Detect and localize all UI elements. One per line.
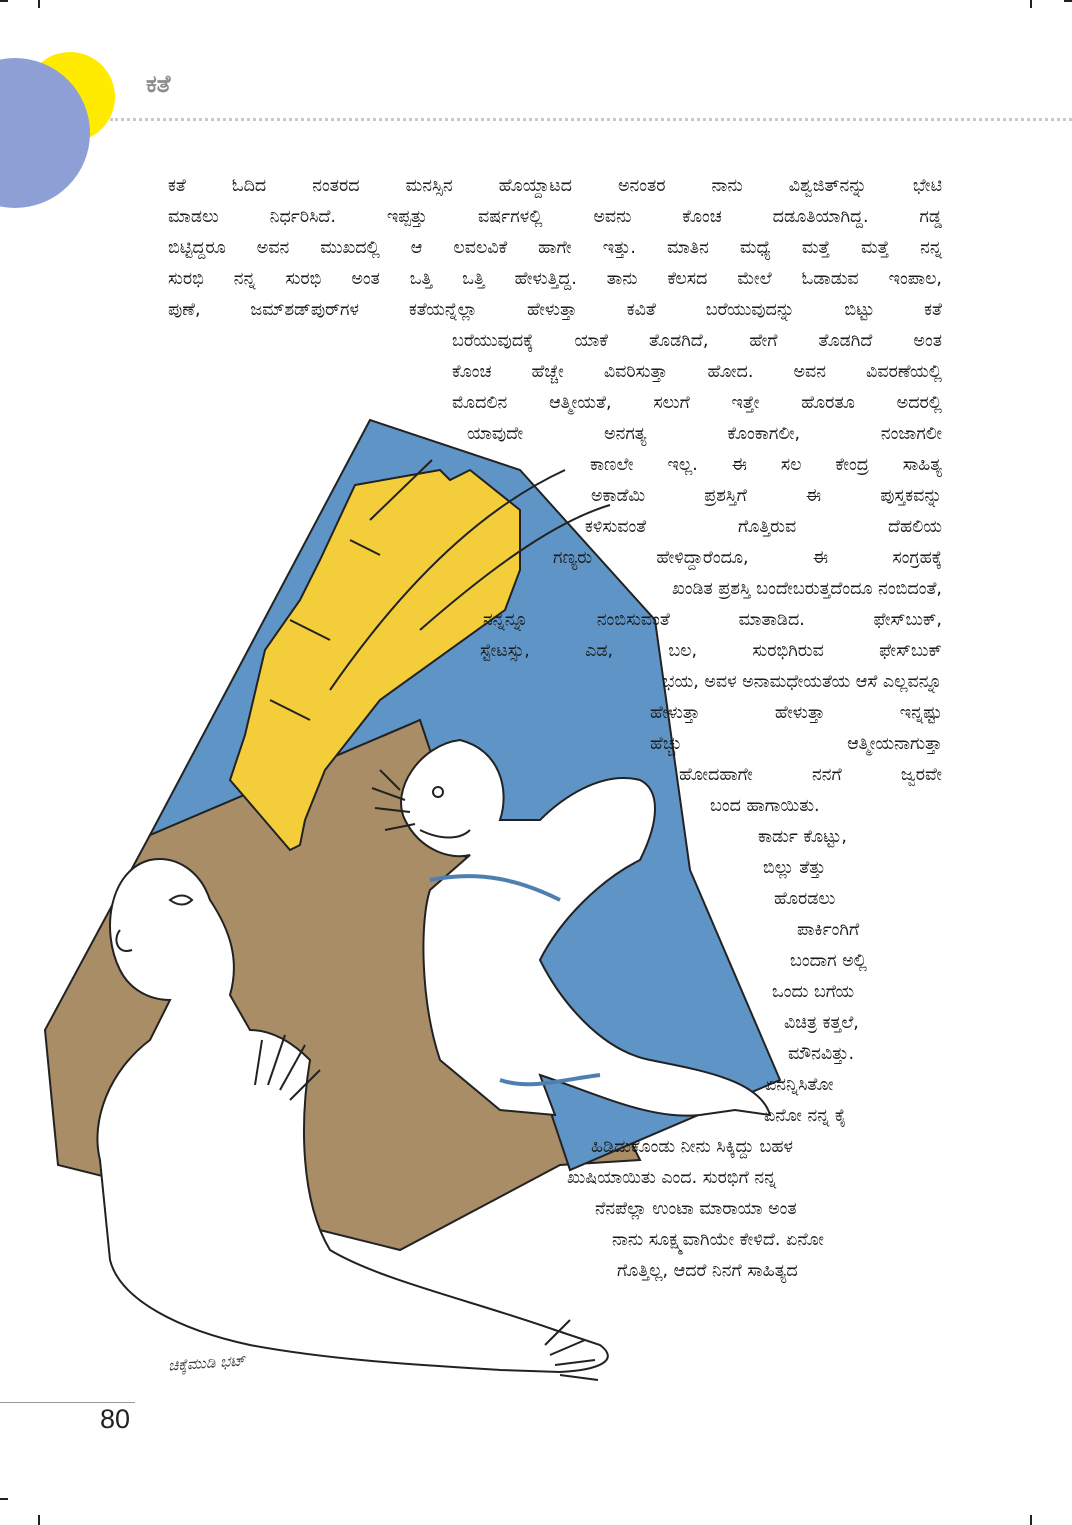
body-line: ಅಕಾಡೆಮಿ ಪ್ರಶಸ್ತಿಗೆ ಈ ಪುಸ್ತಕವನ್ನು (591, 486, 942, 506)
body-line: ಬಂದಾಗ ಅಲ್ಲಿ (790, 951, 867, 971)
body-line: ಕೊಂಚ ಹೆಚ್ಚೇ ವಿವರಿಸುತ್ತಾ ಹೋದ. ಅವನ ವಿವರಣೆಯಲ್ಲಿ (452, 362, 942, 382)
body-line: ಖುಷಿಯಾಯಿತು ಎಂದ. ಸುರಭಿಗೆ ನನ್ನ (567, 1168, 777, 1188)
body-line: ವಿಚಿತ್ರ ಕತ್ತಲೆ, (784, 1013, 859, 1033)
body-line: ಪಾರ್ಕಿಂಗಿಗೆ (797, 920, 860, 940)
body-line: ಗಣ್ಯರು ಹೇಳಿದ್ದಾರೆಂದೂ, ಈ ಸಂಗ್ರಹಕ್ಕೆ (553, 548, 942, 568)
page-number: 80 (100, 1404, 131, 1434)
body-line: ಯಾವುದೇ ಅನಗತ್ಯ ಕೊಂಕಾಗಲೀ, ನಂಜಾಗಲೀ (467, 424, 942, 444)
body-line: ಬಂದ ಹಾಗಾಯಿತು. (710, 796, 820, 816)
body-line: ಸ್ಟೇಟಸ್ಸು, ಎಡ, ಬಲ, ಸುರಭಿಗಿರುವ ಫೇಸ್‌ಬುಕ್ (480, 641, 942, 661)
body-line: ಖಂಡಿತ ಪ್ರಶಸ್ತಿ ಬಂದೇಬರುತ್ತದೆಂದೂ ನಂಬಿದಂತೆ, (672, 579, 942, 599)
body-line: ಕಾರ್ಡು ಕೊಟ್ಟು, (758, 827, 847, 847)
body-line: ಬರೆಯುವುದಕ್ಕೆ ಯಾಕೆ ತೊಡಗಿದೆ, ಹೇಗೆ ತೊಡಗಿದೆ ಅಂತ (452, 331, 942, 351)
body-line: ನೆನಪೆಲ್ಲಾ ಉಂಟಾ ಮಾರಾಯಾ ಅಂತ (595, 1199, 797, 1219)
body-line: ಮೌನವಿತ್ತು. (788, 1044, 855, 1064)
body-line: ಬಿಟ್ಟಿದ್ದರೂ ಅವನ ಮುಖದಲ್ಲಿ ಆ ಲವಲವಿಕೆ ಹಾಗೇ ಇತ್ತು. ಮಾತಿನ ಮಧ್ಯೆ ಮತ್ತೆ ಮತ್ತೆ ನನ್ನ (168, 238, 942, 258)
body-line: ಸುರಭಿ ನನ್ನ ಸುರಭಿ ಅಂತ ಒತ್ತಿ ಒತ್ತಿ ಹೇಳುತ್ತಿದ್ದ. ತಾನು ಕೆಲಸದ ಮೇಲೆ ಓಡಾಡುವ ಇಂಪಾಲ, (168, 269, 942, 289)
body-line: ಕತೆ ಓದಿದ ನಂತರದ ಮನಸ್ಸಿನ ಹೊಯ್ದಾಟದ ಅನಂತರ ನಾನು ವಿಶ್ವಜಿತ್‌ನನ್ನು ಭೇಟಿ (168, 176, 942, 196)
page-number-rule (0, 1402, 135, 1403)
body-line: ಹೇಳುತ್ತಾ ಹೇಳುತ್ತಾ ಇನ್ನಷ್ಟು (650, 703, 942, 723)
body-line: ಹಿಡಿದುಕೊಂಡು ನೀನು ಸಿಕ್ಕಿದ್ದು ಬಹಳ (591, 1137, 793, 1157)
artist-signature: ಚಿಕ್ಕೆಮುಡಿ ಭಟ್ (167, 1351, 246, 1375)
body-line: ಗೊತ್ತಿಲ್ಲ, ಆದರೆ ನಿನಗೆ ಸಾಹಿತ್ಯದ (617, 1261, 798, 1281)
body-line: ಹೆಚ್ಚು ಆತ್ಮೀಯನಾಗುತ್ತಾ (650, 734, 942, 754)
body-line: ಕಾಣಲೇ ಇಲ್ಲ. ಈ ಸಲ ಕೇಂದ್ರ ಸಾಹಿತ್ಯ (590, 455, 942, 475)
body-line: ಹೊರಡಲು (774, 889, 836, 909)
body-line: ಒಂದು ಬಗೆಯ (772, 982, 855, 1002)
body-line: ಹೋದಹಾಗೇ ನನಗೆ ಜ್ವರವೇ (679, 765, 942, 785)
body-line: ಬಿಲ್ಲು ತೆತ್ತು (763, 858, 826, 878)
body-line: ಮಾಡಲು ನಿರ್ಧರಿಸಿದೆ. ಇಪ್ಪತ್ತು ವರ್ಷಗಳಲ್ಲಿ ಅವನು ಕೊಂಚ ದಡೂತಿಯಾಗಿದ್ದ. ಗಡ್ಡ (168, 207, 942, 227)
body-line: ಏನನ್ನಿಸಿತೋ (765, 1075, 834, 1095)
body-line: ಕಳಿಸುವಂತೆ ಗೊತ್ತಿರುವ ದೆಹಲಿಯ (585, 517, 942, 537)
body-line: ಪುಣೆ, ಜಮ್‌ಶಡ್‌ಪುರ್‌ಗಳ ಕತೆಯನ್ನೆಲ್ಲಾ ಹೇಳುತ್ತಾ ಕವಿತೆ ಬರೆಯುವುದನ್ನು ಬಿಟ್ಟು ಕತೆ (168, 300, 942, 320)
section-title: ಕತೆ (146, 70, 171, 98)
body-line: ನನ್ನನ್ನೂ ನಂಬಿಸುವಂತೆ ಮಾತಾಡಿದ. ಫೇಸ್‌ಬುಕ್, (483, 610, 942, 630)
body-line: ನಾನು ಸೂಕ್ಷ್ಮವಾಗಿಯೇ ಕೇಳಿದೆ. ಏನೋ (612, 1230, 824, 1250)
body-line: ಭಯ, ಅವಳ ಅನಾಮಧೇಯತೆಯ ಆಸೆ ಎಲ್ಲವನ್ನೂ (662, 672, 942, 692)
body-line: ಮೊದಲಿನ ಆತ್ಮೀಯತೆ, ಸಲುಗೆ ಇತ್ತೇ ಹೊರತೂ ಅದರಲ್ಲಿ (452, 393, 942, 413)
body-line: ಏನೋ ನನ್ನ ಕೈ (764, 1106, 847, 1126)
